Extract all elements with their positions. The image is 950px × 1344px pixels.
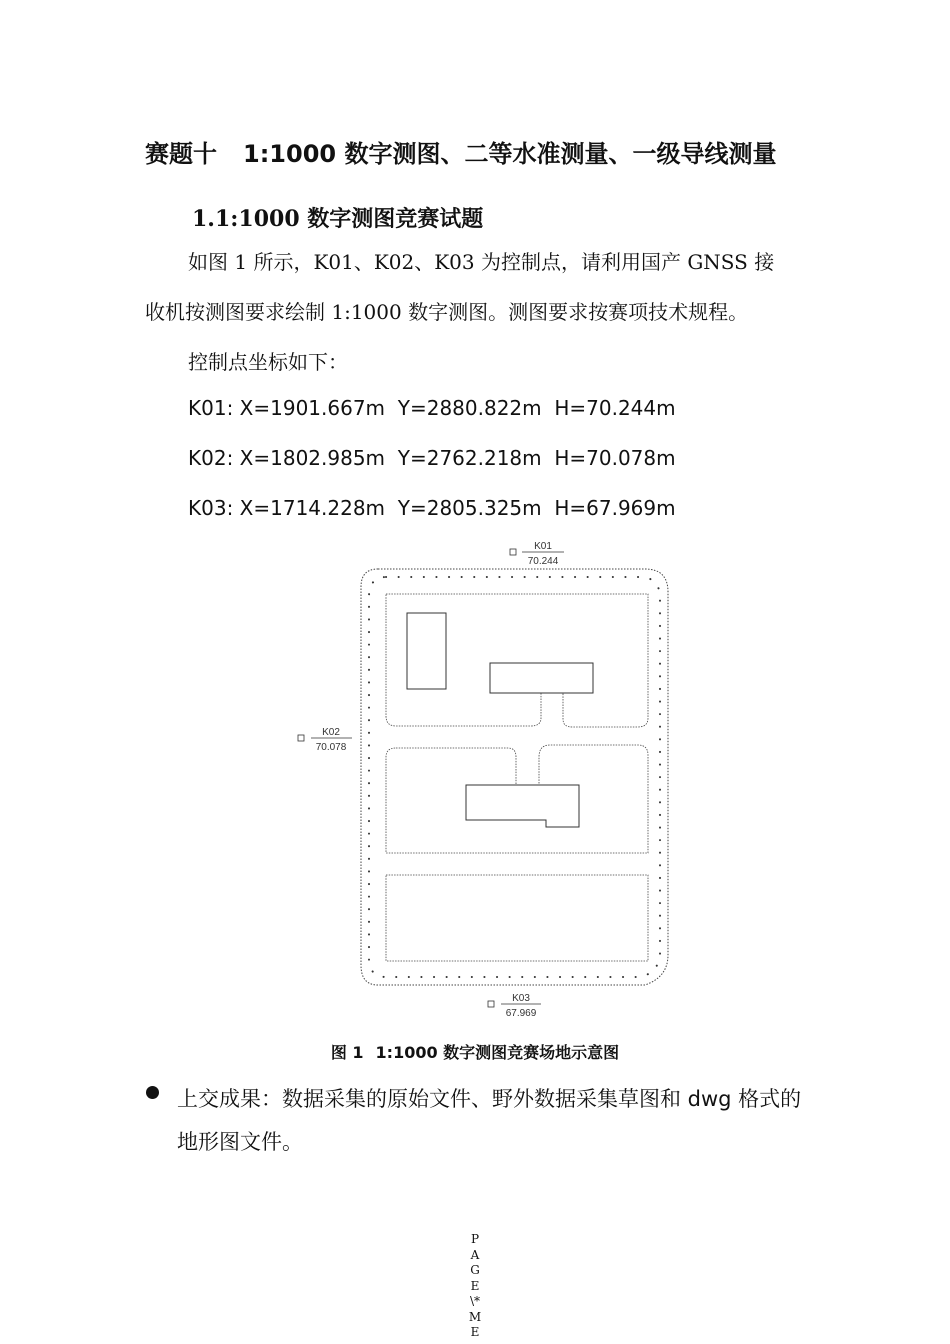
field-char: E — [470, 1278, 480, 1293]
field-char: M — [468, 1309, 482, 1324]
site-block-bottom — [386, 875, 648, 961]
figure-caption-number: 图 1 — [330, 1043, 364, 1062]
k02-marker — [298, 727, 352, 753]
field-char: \* — [469, 1294, 481, 1308]
bullet-icon — [146, 1086, 159, 1099]
k01-elevation: 70.244 — [527, 556, 559, 567]
paragraph-coords-heading: 控制点坐标如下： — [188, 350, 348, 374]
page-title — [145, 134, 776, 169]
building-wide-top — [490, 663, 593, 693]
field-char: P — [470, 1232, 480, 1246]
k01-marker — [510, 541, 564, 567]
site-block-middle — [386, 745, 648, 853]
control-point-k02: K02: X=1802.985m Y=2762.218m H=70.078m — [188, 446, 676, 470]
paragraph-intro-line1: 如图 1 所示，K01、K02、K03 为控制点，请利用国产 GNSS 接 — [188, 250, 775, 274]
paragraph-intro-line2: 收机按测图要求绘制 1:1000 数字测图。测图要求按赛项技术规程。 — [145, 300, 749, 324]
site-block-top — [386, 594, 648, 727]
field-char: E — [470, 1325, 480, 1339]
site-tree-row — [369, 577, 660, 977]
building-tall — [407, 613, 446, 689]
control-point-k03: K03: X=1714.228m Y=2805.325m H=67.969m — [188, 496, 676, 520]
title-section-number: 赛题十 — [145, 140, 217, 168]
k03-name: K03 — [512, 993, 530, 1004]
building-middle — [466, 785, 579, 827]
k02-elevation: 70.078 — [315, 742, 347, 753]
page-number-field — [465, 1232, 485, 1341]
figure-caption-text: 1:1000 数字测图竞赛场地示意图 — [375, 1043, 620, 1062]
title-text: 1:1000 数字测图、二等水准测量、一级导线测量 — [243, 140, 777, 168]
k03-marker — [488, 993, 541, 1019]
k02-name: K02 — [322, 727, 340, 738]
section-heading: 1.1:1000 数字测图竞赛试题 — [192, 206, 484, 232]
field-char: A — [470, 1247, 480, 1262]
k03-elevation: 67.969 — [505, 1008, 537, 1019]
k01-name: K01 — [534, 541, 552, 552]
field-char: G — [470, 1263, 480, 1277]
deliverables-text: 上交成果：数据采集的原始文件、野外数据采集草图和 dwg 格式的地形图文件。 — [177, 1087, 802, 1154]
figure-caption — [0, 1040, 950, 1063]
control-point-k01: K01: X=1901.667m Y=2880.822m H=70.244m — [188, 396, 676, 420]
site-diagram — [290, 535, 680, 1025]
